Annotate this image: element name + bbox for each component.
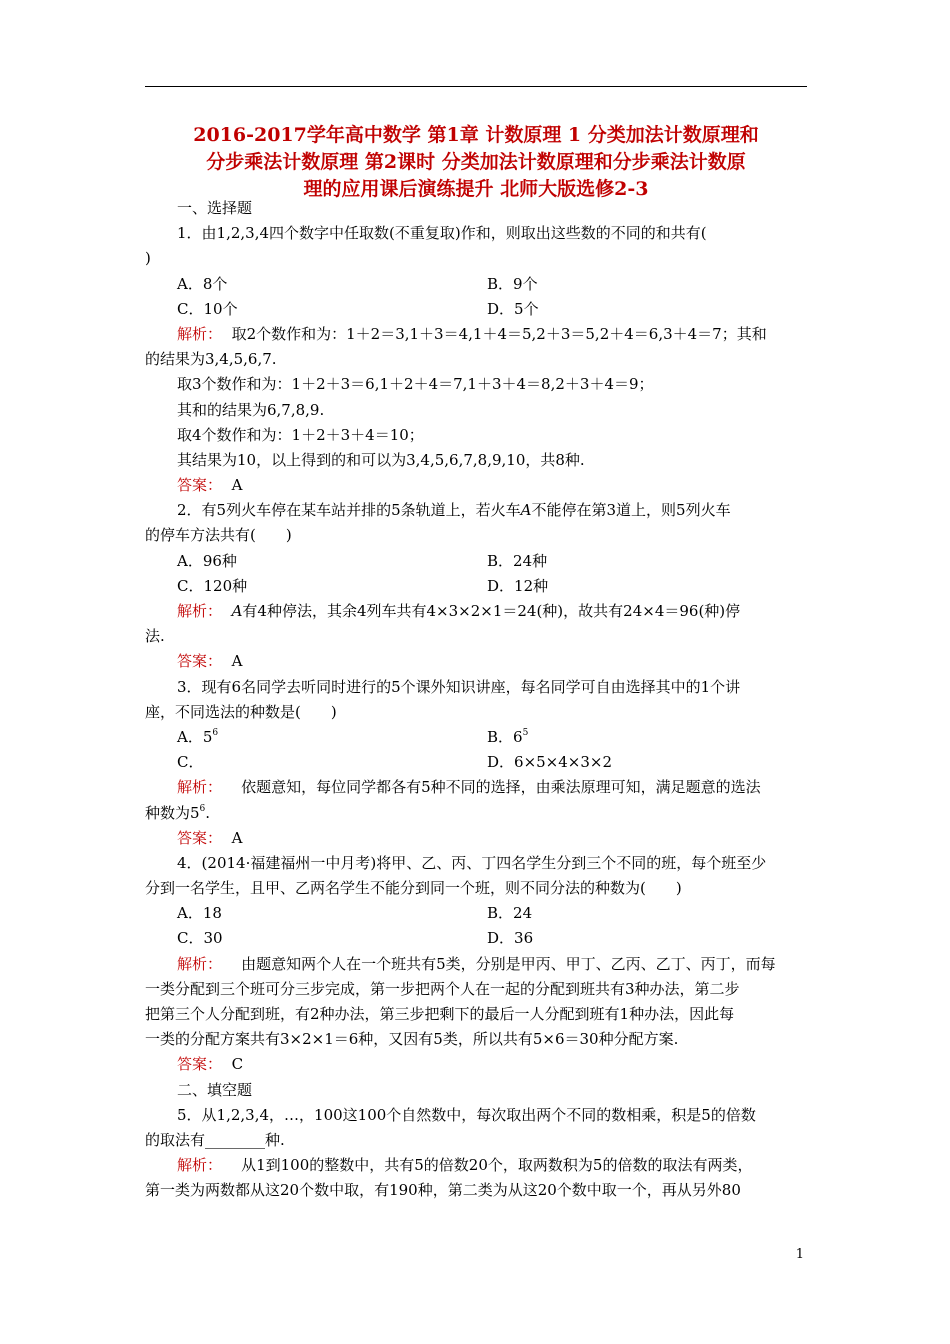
option-d: D．12种 [487, 576, 549, 595]
question-3-answer [145, 826, 807, 851]
question-2-analysis [145, 599, 807, 624]
question-4-options-row [145, 926, 807, 951]
analysis-text: 一类分配到三个班可分三步完成，第一步把两个人在一起的分配到班共有3种办法，第二步 [145, 979, 740, 998]
option-b: B．24种 [487, 551, 548, 570]
answer-value: A [231, 476, 243, 495]
analysis-text: 取3个数作和为：1＋2＋3＝6,1＋2＋4＝7,1＋3＋4＝8,2＋3＋4＝9； [177, 375, 654, 394]
option-c: C．120种 [177, 576, 248, 595]
analysis-text: 依题意知，每位同学都各有5种不同的选择，由乘法原理可知，满足题意的选法 [241, 778, 761, 797]
answer-label: 答案： [177, 476, 223, 495]
analysis-label: 解析： [177, 778, 223, 797]
question-1-analysis [145, 322, 807, 347]
analysis-text: 有4种停法，其余4列车共有4×3×2×1＝24(种)，故共有24×4＝96(种)停 [242, 602, 741, 620]
question-4-stem-cont: 分到一名学生，且甲、乙两名学生不能分到同一个班，则不同分法的种数为( ) [145, 879, 682, 898]
analysis-text: 取4个数作和为：1＋2＋3＋4＝10； [177, 425, 424, 444]
option-d: D．36 [487, 929, 534, 948]
question-5-stem-cont: 的取法有________种. [145, 1130, 285, 1149]
exponent: 6 [199, 803, 206, 814]
question-1-answer [145, 473, 807, 498]
option-b: B．9个 [487, 274, 538, 293]
analysis-text: 从1到100的整数中，共有5的倍数20个，取两数积为5的倍数的取法有两类， [241, 1156, 753, 1175]
stem-text: 不能停在第3道上，则5列火车 [531, 501, 731, 520]
question-1-stem-cont: ) [145, 249, 151, 268]
question-3-stem-cont: 座，不同选法的种数是( ) [145, 702, 337, 721]
question-1-options-row [145, 272, 807, 297]
analysis-text: . [205, 803, 211, 822]
option-d: D．5个 [487, 299, 539, 318]
analysis-text: 第一类为两数都从这20个数中取，有190种，第二类为从这20个数中取一个，再从另外80 [145, 1181, 741, 1200]
option-c: C．10个 [177, 299, 238, 318]
question-4-stem: 4．(2014·福建福州一中月考)将甲、乙、丙、丁四名学生分到三个不同的班，每个班至少 [177, 853, 767, 872]
variable-a: A [520, 501, 532, 520]
exponent: 6 [212, 727, 219, 738]
option-a: A．96种 [177, 551, 237, 570]
question-1-options-row [145, 297, 807, 322]
question-1-stem: 1．由1,2,3,4四个数字中任取数(不重复取)作和，则取出这些数的不同的和共有( [177, 224, 707, 243]
analysis-text: 种数为5 [145, 803, 200, 822]
variable-a: A [231, 602, 243, 620]
answer-value: A [231, 652, 243, 671]
section-heading-fill: 二、填空题 [177, 1080, 253, 1099]
title-line: 2016-2017学年高中数学 第1章 计数原理 1 分类加法计数原理和 [193, 124, 759, 146]
question-3-analysis [145, 775, 807, 800]
option-c: C． [177, 753, 204, 772]
question-4-answer [145, 1052, 807, 1077]
analysis-label: 解析： [177, 324, 223, 343]
answer-value: A [231, 828, 243, 847]
answer-label: 答案： [177, 1055, 223, 1074]
question-2-stem-cont: 的停车方法共有( ) [145, 526, 292, 545]
question-5-analysis [145, 1153, 807, 1178]
answer-label: 答案： [177, 828, 223, 847]
option-a: A．8个 [177, 274, 228, 293]
analysis-text: 其和的结果为6,7,8,9. [177, 400, 325, 419]
header-rule [145, 86, 807, 87]
answer-label: 答案： [177, 652, 223, 671]
page-number: 1 [795, 1247, 804, 1262]
question-3-options-row [145, 750, 807, 775]
analysis-text: 法. [145, 627, 165, 646]
analysis-label: 解析： [177, 602, 223, 620]
question-4-analysis [145, 952, 807, 977]
question-2-options-row [145, 574, 807, 599]
question-2-stem [145, 498, 807, 523]
option-d: D．6×5×4×3×2 [487, 753, 613, 772]
analysis-text-line [145, 801, 807, 826]
option-c: C．30 [177, 929, 223, 948]
section-heading-choice: 一、选择题 [177, 199, 253, 217]
document-body [145, 196, 807, 1204]
exponent: 5 [522, 727, 529, 738]
option-a-text: A．5 [177, 727, 213, 746]
analysis-label: 解析： [177, 1156, 223, 1175]
stem-text: 2．有5列火车停在某车站并排的5条轨道上，若火车 [177, 501, 521, 520]
analysis-text: 由题意知两个人在一个班共有5类，分别是甲丙、甲丁、乙丙、乙丁、丙丁，而每 [241, 954, 776, 973]
question-2-options-row [145, 549, 807, 574]
option-b: B．24 [487, 904, 533, 923]
analysis-text: 一类的分配方案共有3×2×1＝6种，又因有5类，所以共有5×6＝30种分配方案. [145, 1030, 679, 1049]
document-title [145, 122, 807, 203]
title-line: 分步乘法计数原理 第2课时 分类加法计数原理和分步乘法计数原 [206, 151, 746, 173]
analysis-text: 取2个数作和为：1＋2＝3,1＋3＝4,1＋4＝5,2＋3＝5,2＋4＝6,3＋4＝7；其和 [231, 324, 767, 343]
question-3-stem: 3．现有6名同学去听同时进行的5个课外知识讲座，每名同学可自由选择其中的1个讲 [177, 677, 741, 696]
option-b [487, 728, 528, 746]
title-line: 理的应用课后演练提升 北师大版选修2-3 [303, 178, 649, 200]
analysis-text: 的结果为3,4,5,6,7. [145, 350, 277, 369]
option-a [177, 725, 487, 750]
option-a: A．18 [177, 904, 222, 923]
analysis-text: 其结果为10，以上得到的和可以为3,4,5,6,7,8,9,10，共8种. [177, 450, 585, 469]
question-2-answer [145, 649, 807, 674]
answer-value: C [231, 1055, 244, 1074]
question-5-stem: 5．从1,2,3,4，…，100这100个自然数中，每次取出两个不同的数相乘，积是5的倍数 [177, 1105, 756, 1124]
question-3-options-row [145, 725, 807, 750]
analysis-label: 解析： [177, 954, 223, 973]
option-b-text: B．6 [487, 727, 523, 746]
question-4-options-row [145, 901, 807, 926]
analysis-text: 把第三个人分配到班，有2种办法，第三步把剩下的最后一人分配到班有1种办法，因此每 [145, 1005, 735, 1023]
